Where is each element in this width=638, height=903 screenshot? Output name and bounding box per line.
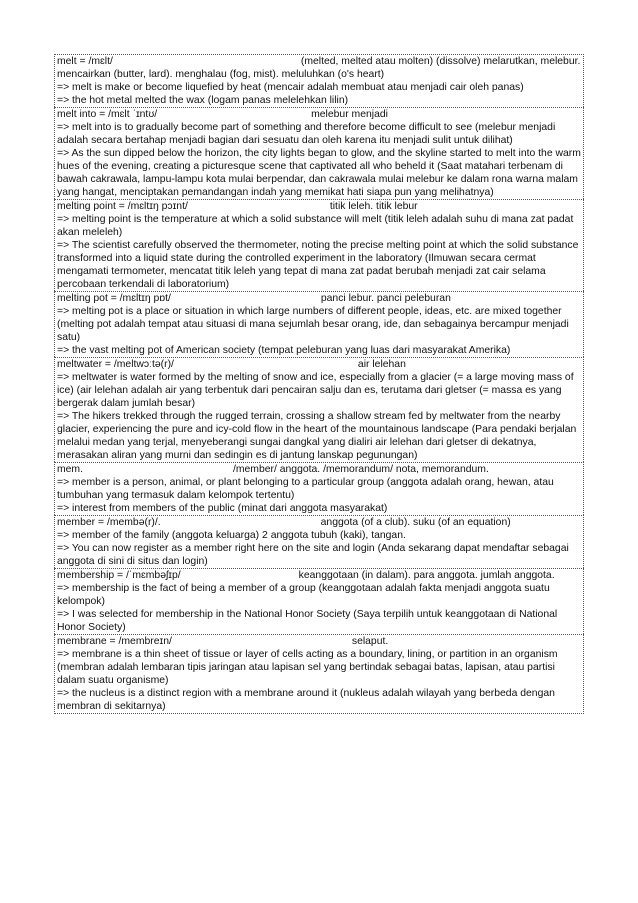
entry-line: => member of the family (anggota keluarga) 2 anggota tubuh (kaki), tangan.	[57, 530, 406, 541]
translation: melebur menjadi	[311, 109, 388, 120]
entry-line: => interest from members of the public (minat dari anggota masyarakat)	[57, 503, 388, 514]
entry-line: => melt is make or become liquefied by heat (mencair adalah membuat atau menjadi cair oleh panas)	[57, 82, 524, 93]
translation: (melted, melted atau molten) (dissolve) melarutkan, melebur.	[300, 56, 581, 67]
entry-header	[55, 200, 583, 213]
headword: melt into = /mɛlt ˈɪntʊ/	[57, 109, 158, 120]
entry-line: => the hot metal melted the wax (logam panas melelehkan lilin)	[57, 95, 349, 106]
translation: anggota (of a club). suku (of an equation)	[320, 517, 511, 528]
dictionary-entry	[54, 568, 584, 634]
entry-line: => melting point is the temperature at which a solid substance will melt (titik leleh adalah suhu di mana zat padat akan meleleh)	[57, 214, 574, 238]
entry-line: => meltwater is water formed by the melting of snow and ice, especially from a glacier (= a large moving mass of ice) (air lelehan adalah air yang terbentuk dari pencairan salju dan es, terutama dari gletser (= massa es yang bergerak dalam jumlah besar)	[57, 372, 574, 409]
entry-line: => As the sun dipped below the horizon, the city lights began to glow, and the skyline started to melt into the warm hues of the evening, creating a picturesque scene that captivated all who beheld it (Saat matahari terbenam di bawah cakrawala, lampu-lampu kota mulai berpendar, dan cakrawala mulai melebur ke dalam rona warna malam yang hangat, menciptakan pemandangan indah yang memikat hati siapa pun yang melihatnya)	[57, 148, 581, 198]
translation: titik leleh. titik lebur	[329, 201, 418, 212]
dictionary-entry	[54, 515, 584, 568]
entry-line: => I was selected for membership in the National Honor Society (Saya terpilih untuk keanggotaan di National Honor Society)	[57, 609, 558, 633]
headword: membership = /ˈmɛmbəʃɪp/	[57, 570, 181, 581]
entry-header	[55, 292, 583, 305]
entry-line: => The hikers trekked through the rugged terrain, crossing a shallow stream fed by meltwater from the nearby glacier, experiencing the pure and icy-cold flow in the heart of the mountainous landscape (Para pendaki berjalan melalui medan yang terjal, menyeberangi sungai dangkal yang dialiri air lelehan dari gletser di dekatnya, merasakan aliran yang murni dan sedingin es di jantung lanskap pegunungan)	[57, 411, 577, 461]
headword: melt = /mɛlt/	[57, 56, 113, 67]
dictionary-entry	[54, 107, 584, 199]
dictionary-entry	[54, 291, 584, 357]
entry-line: => melt into is to gradually become part of something and therefore become difficult to see (melebur menjadi adalah secara bertahap menjadi bagian dari sesuatu dan oleh karena itu menjadi sulit untuk dilihat)	[57, 122, 556, 146]
headword: melting point = /mɛltɪŋ pɔɪnt/	[57, 201, 188, 212]
entry-line: => membrane is a thin sheet of tissue or layer of cells acting as a boundary, lining, or partition in an organism (membran adalah lembaran tipis jaringan atau lapisan sel yang bertindak sebagai batas, lapisan, atau partisi dalam suatu organisme)	[57, 649, 558, 686]
entry-header	[55, 463, 583, 476]
dictionary-entry	[54, 357, 584, 462]
entry-line: => You can now register as a member right here on the site and login (Anda sekarang dapat mendaftar sebagai anggota di sini di situs dan login)	[57, 543, 569, 567]
translation: selaput.	[351, 636, 389, 647]
entry-line: => membership is the fact of being a member of a group (keanggotaan adalah fakta menjadi anggota suatu kelompok)	[57, 583, 550, 607]
entry-line: mencairkan (butter, lard). menghalau (fog, mist). meluluhkan (o's heart)	[57, 69, 385, 80]
entry-line: => member is a person, animal, or plant belonging to a particular group (anggota adalah orang, hewan, atau tumbuhan yang termasuk dalam kelompok tertentu)	[57, 477, 554, 501]
entry-header	[55, 358, 583, 371]
translation: /member/ anggota. /memorandum/ nota, memorandum.	[232, 464, 489, 475]
entry-line: => the vast melting pot of American society (tempat peleburan yang luas dari masyarakat Amerika)	[57, 345, 511, 356]
document-page	[54, 54, 584, 714]
translation: keanggotaan (in dalam). para anggota. jumlah anggota.	[298, 570, 555, 581]
dictionary-entry	[54, 199, 584, 291]
entry-header	[55, 108, 583, 121]
entry-header	[55, 55, 583, 68]
headword: mem.	[57, 464, 83, 475]
entry-line: => melting pot is a place or situation in which large numbers of different people, ideas, etc. are mixed together (melting pot adalah tempat atau situasi di mana sejumlah besar orang, ide, dan sebagainya bercampur menjadi satu)	[57, 306, 569, 343]
translation: panci lebur. panci peleburan	[320, 293, 451, 304]
dictionary-entry	[54, 54, 584, 107]
entry-line: => The scientist carefully observed the thermometer, noting the precise melting point at which the solid substance transformed into a liquid state during the controlled experiment in the laboratory (Ilmuwan secara cermat mengamati termometer, mencatat titik leleh yang tepat di mana zat padat berubah menjadi zat cair selama percobaan terkendali di laboratorium)	[57, 240, 579, 290]
entry-header	[55, 635, 583, 648]
headword: member = /membə(r)/.	[57, 517, 161, 528]
translation: air lelehan	[357, 359, 406, 370]
dictionary-entry	[54, 634, 584, 714]
headword: meltwater = /meltwɔːtə(r)/	[57, 359, 174, 370]
entry-header	[55, 516, 583, 529]
headword: melting pot = /mɛltɪŋ pɒt/	[57, 293, 171, 304]
headword: membrane = /membreɪn/	[57, 636, 172, 647]
dictionary-entry	[54, 462, 584, 515]
entry-line: => the nucleus is a distinct region with a membrane around it (nukleus adalah wilayah yang berbeda dengan membran di sekitarnya)	[57, 688, 555, 712]
entry-header	[55, 569, 583, 582]
